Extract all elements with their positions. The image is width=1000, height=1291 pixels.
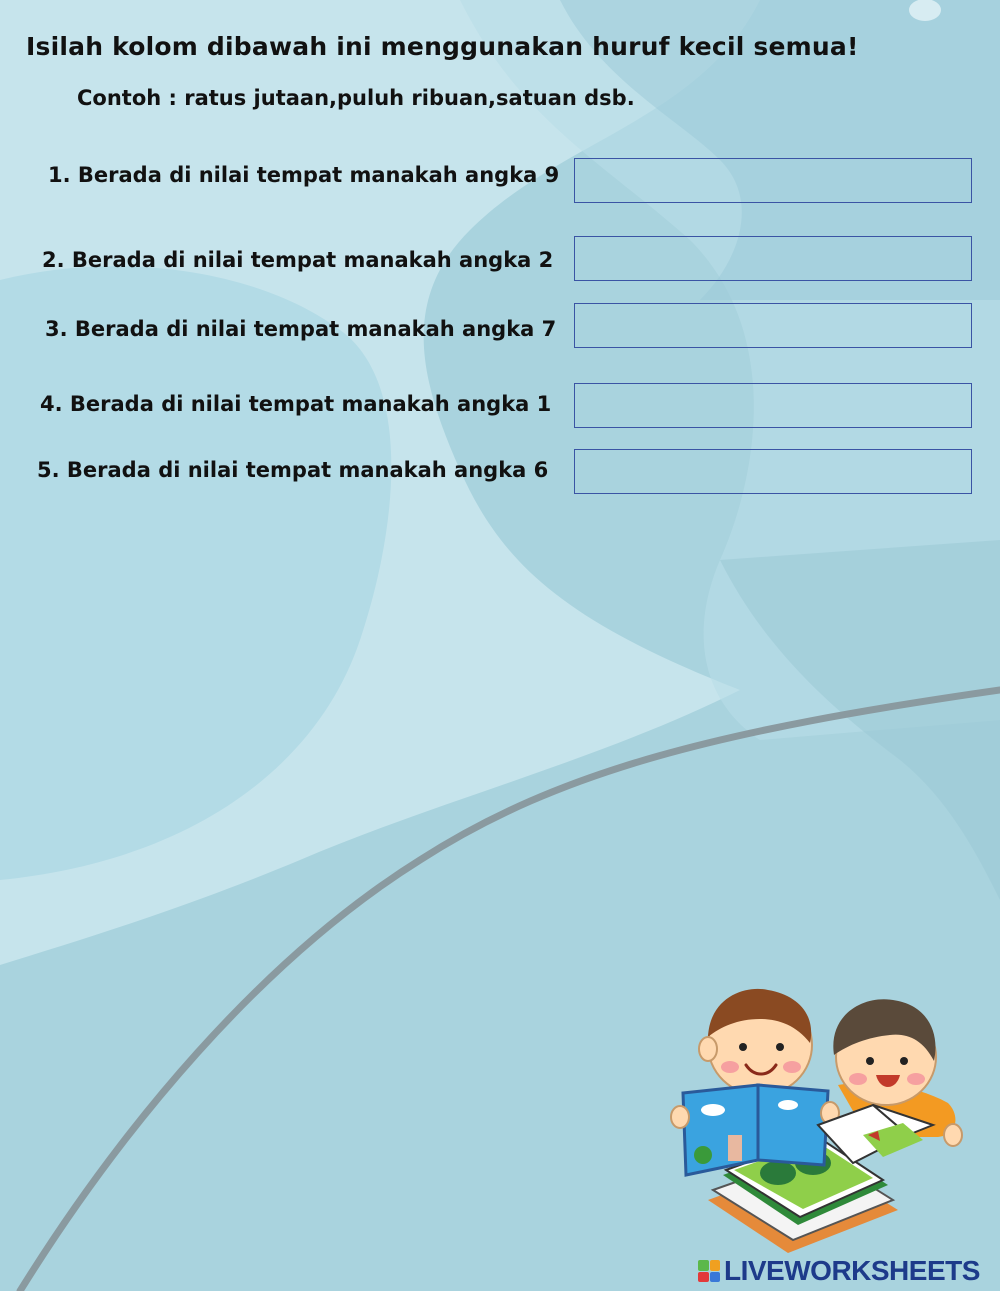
question-4-label: 4. Berada di nilai tempat manakah angka 1 <box>40 392 552 416</box>
kids-reading-books-illustration <box>668 985 968 1255</box>
question-2-label: 2. Berada di nilai tempat manakah angka 2 <box>42 248 554 272</box>
boy-left <box>671 989 839 1175</box>
question-4-answer-input[interactable] <box>574 383 972 428</box>
question-3-label: 3. Berada di nilai tempat manakah angka 7 <box>45 317 557 341</box>
question-5-answer-input[interactable] <box>574 449 972 494</box>
logo-text: LIVEWORKSHEETS <box>724 1255 980 1286</box>
question-1-answer-input[interactable] <box>574 158 972 203</box>
instruction-title: Isilah kolom dibawah ini menggunakan huruf kecil semua! <box>26 32 859 61</box>
instruction-example: Contoh : ratus jutaan,puluh ribuan,satuan dsb. <box>77 86 635 110</box>
liveworksheets-logo <box>698 1256 980 1286</box>
question-1-label: 1. Berada di nilai tempat manakah angka 9 <box>48 163 560 187</box>
question-2-answer-input[interactable] <box>574 236 972 281</box>
liveworksheets-logo-icon <box>698 1260 720 1282</box>
question-5-label: 5. Berada di nilai tempat manakah angka 6 <box>37 458 549 482</box>
boy-right <box>818 999 962 1163</box>
question-3-answer-input[interactable] <box>574 303 972 348</box>
